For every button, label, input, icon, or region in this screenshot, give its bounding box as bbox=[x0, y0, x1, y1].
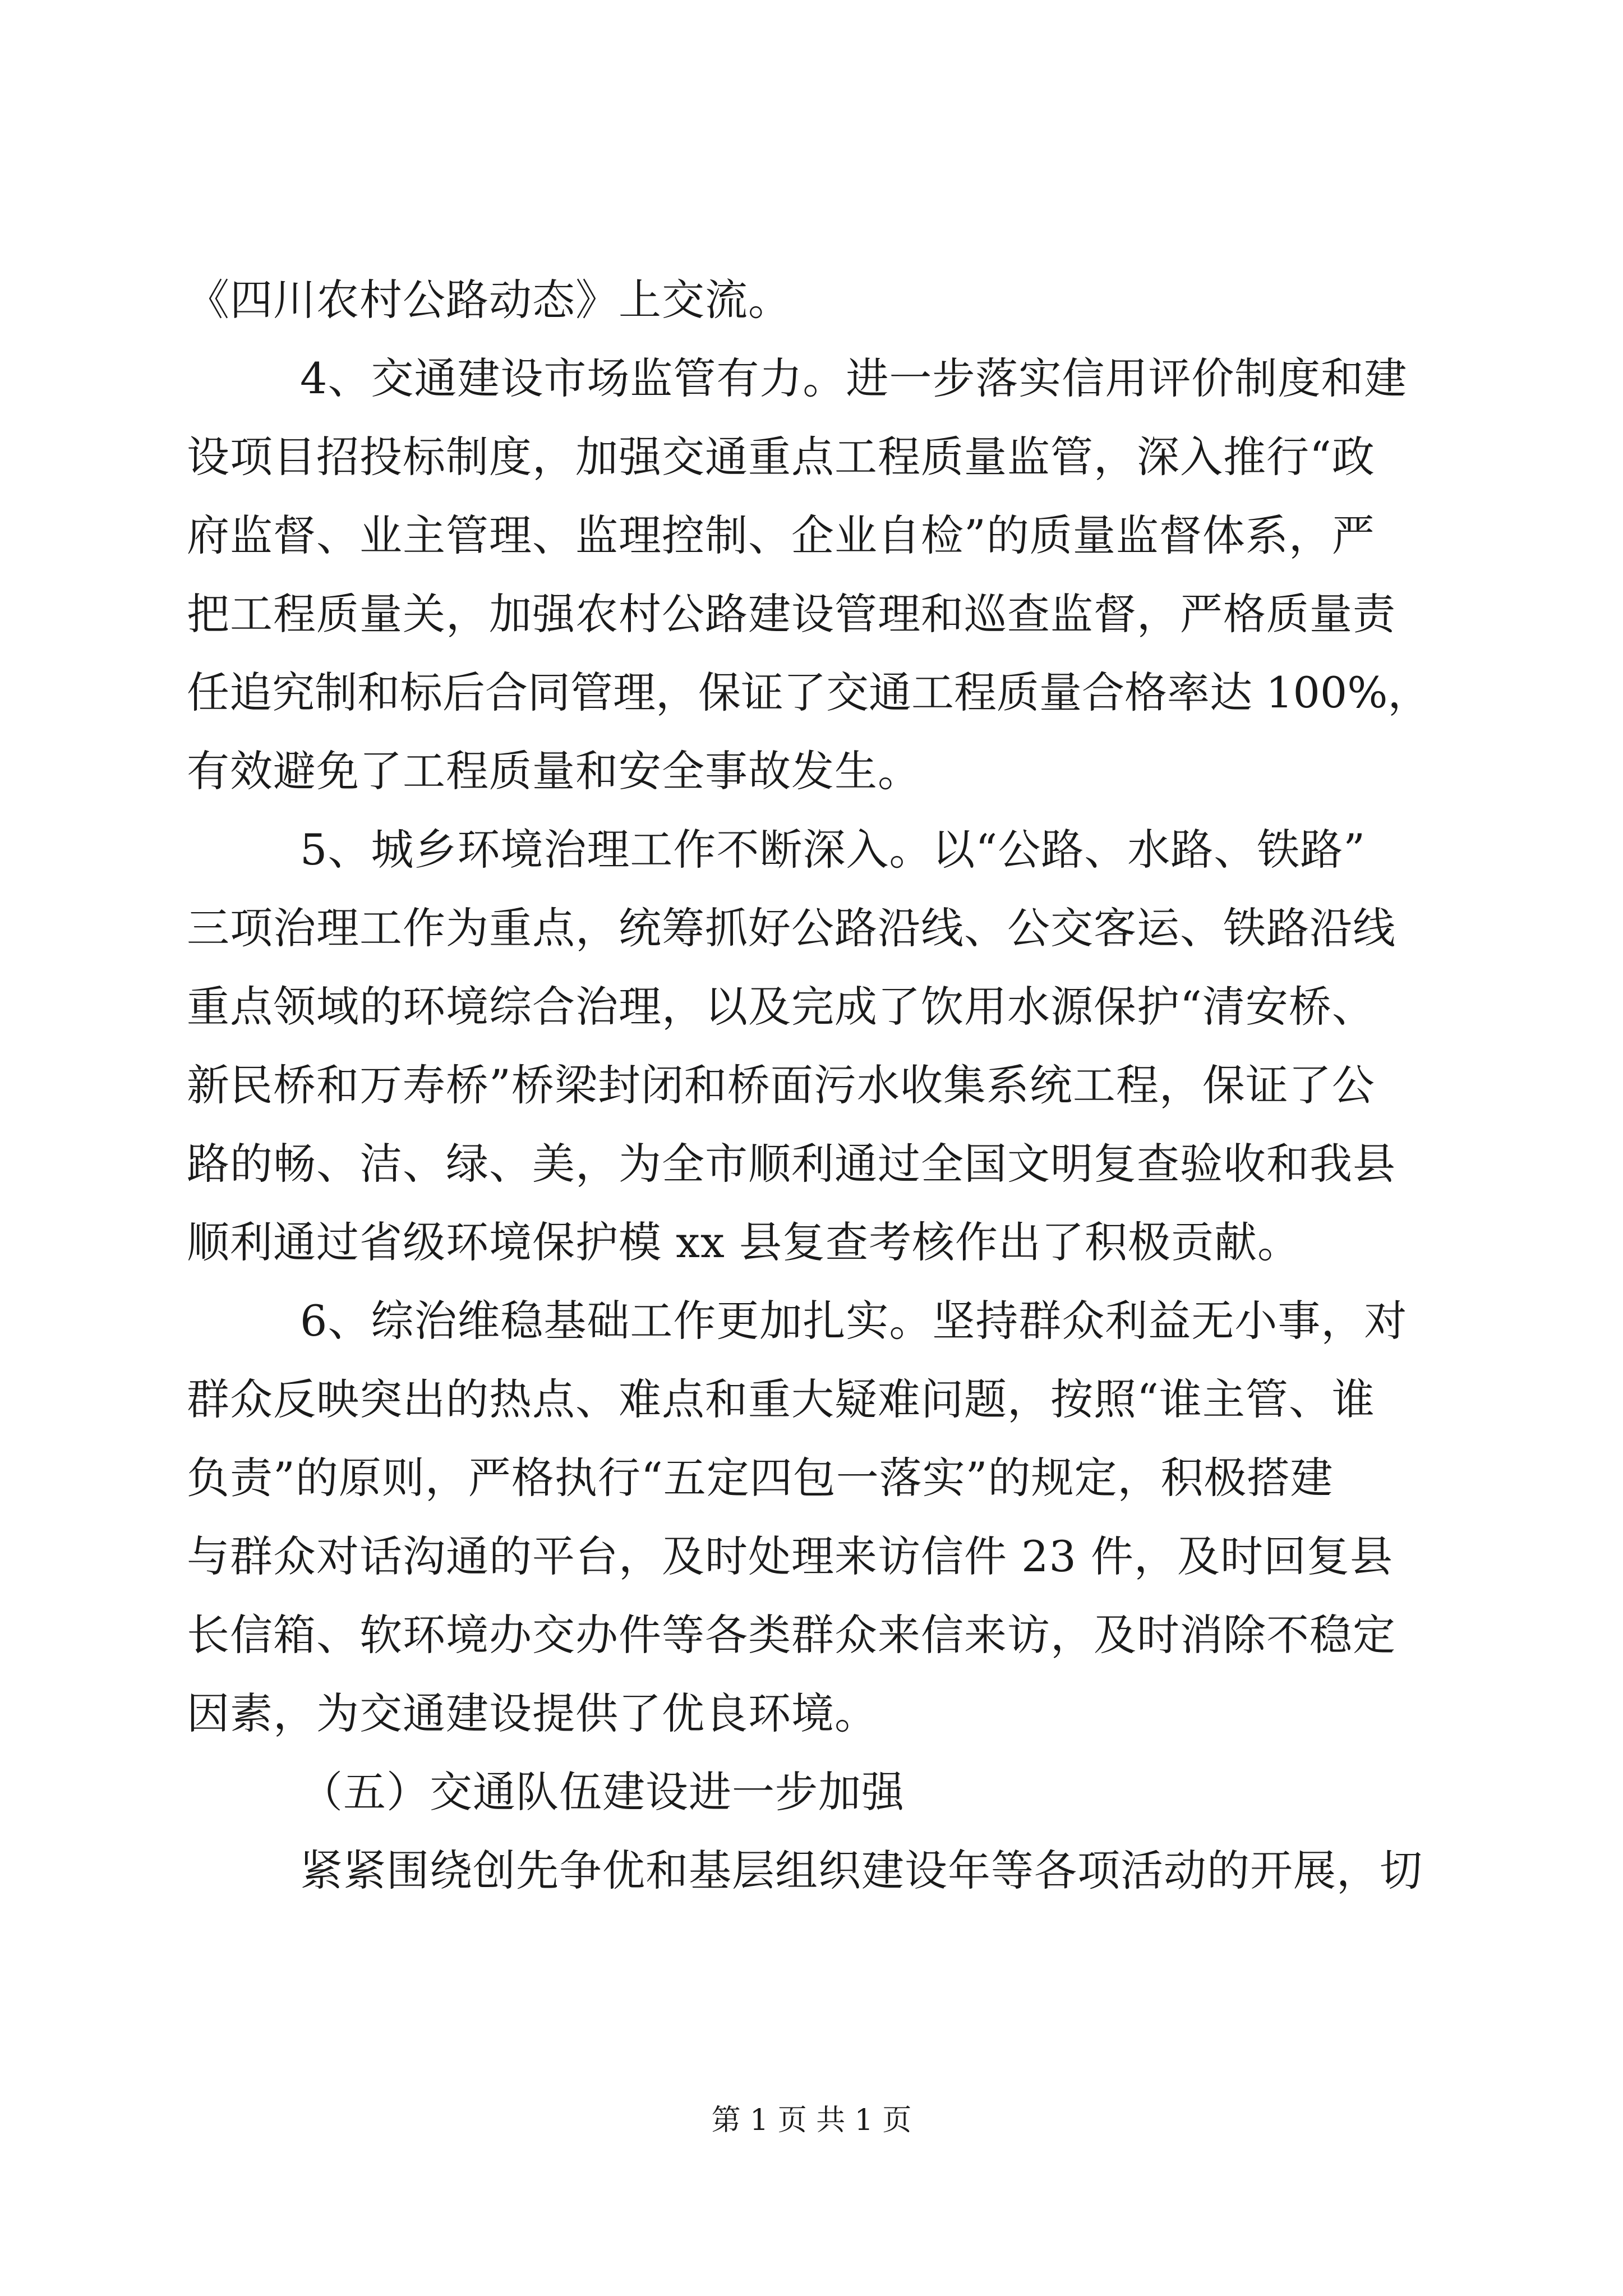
text-line: 6、综治维稳基础工作更加扎实。坚持群众利益无小事，对 bbox=[300, 1296, 1408, 1346]
text-line: 路的畅、洁、绿、美，为全市顺利通过全国文明复查验收和我县 bbox=[187, 1139, 1396, 1189]
text-line: 群众反映突出的热点、难点和重大疑难问题，按照“谁主管、谁 bbox=[187, 1374, 1375, 1424]
text-line: 新民桥和万寿桥”桥梁封闭和桥面污水收集系统工程，保证了公 bbox=[187, 1060, 1375, 1110]
text-line: 任追究制和标后合同管理，保证了交通工程质量合格率达 100%， bbox=[187, 668, 1431, 717]
text-line: 府监督、业主管理、监理控制、企业自检”的质量监督体系，严 bbox=[187, 510, 1375, 560]
text-line: 《四川农村公路动态》上交流。 bbox=[187, 275, 791, 325]
text-line: 把工程质量关，加强农村公路建设管理和巡查监督，严格质量责 bbox=[187, 589, 1396, 639]
section-heading: （五）交通队伍建设进一步加强 bbox=[300, 1767, 905, 1817]
text-line: 负责”的原则，严格执行“五定四包一落实”的规定，积极搭建 bbox=[187, 1453, 1334, 1503]
text-line: 紧紧围绕创先争优和基层组织建设年等各项活动的开展，切 bbox=[300, 1846, 1423, 1895]
text-line: 重点领域的环境综合治理，以及完成了饮用水源保护“清安桥、 bbox=[187, 982, 1375, 1032]
text-line: 顺利通过省级环境保护模 xx 县复查考核作出了积极贡献。 bbox=[187, 1217, 1301, 1267]
text-line: 5、城乡环境治理工作不断深入。以“公路、水路、铁路” bbox=[300, 825, 1366, 875]
text-line: 与群众对话沟通的平台，及时处理来访信件 23 件，及时回复县 bbox=[187, 1531, 1394, 1581]
text-line: 有效避免了工程质量和安全事故发生。 bbox=[187, 746, 921, 796]
text-line: 长信箱、软环境办交办件等各类群众来信来访，及时消除不稳定 bbox=[187, 1610, 1396, 1660]
text-line: 4、交通建设市场监管有力。进一步落实信用评价制度和建 bbox=[300, 353, 1408, 403]
text-line: 因素，为交通建设提供了优良环境。 bbox=[187, 1688, 878, 1738]
text-line: 设项目招投标制度，加强交通重点工程质量监管，深入推行“政 bbox=[187, 432, 1375, 482]
page-footer: 第 1 页 共 1 页 bbox=[711, 2104, 912, 2137]
text-line: 三项治理工作为重点，统筹抓好公路沿线、公交客运、铁路沿线 bbox=[187, 903, 1396, 953]
